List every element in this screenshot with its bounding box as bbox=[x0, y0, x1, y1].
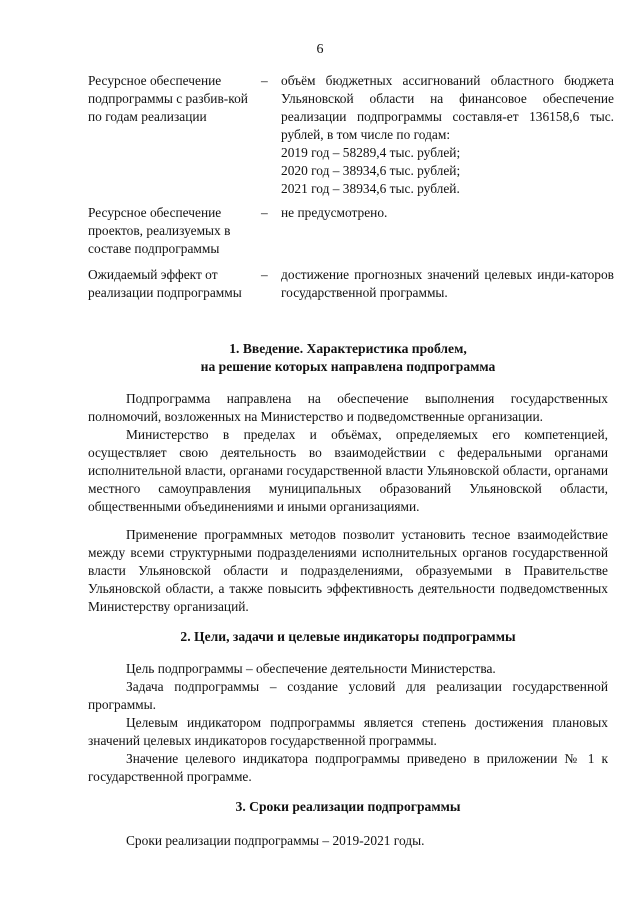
row-dash: – bbox=[261, 205, 268, 220]
row-label: Ресурсное обеспечение подпрограммы с разбив-кой по годам реализации bbox=[88, 73, 248, 124]
row-dash: – bbox=[261, 73, 268, 88]
row-value bbox=[281, 72, 614, 198]
page-number: 6 bbox=[316, 42, 324, 57]
paragraph: Подпрограмма направлена на обеспечение выполнения государственных полномочий, возложенных на Министерство и подведомственные организации. bbox=[88, 391, 608, 424]
value-line: объём бюджетных ассигнований областного бюджета Ульяновской области на финансовое обеспечение реализации подпрограммы составля-ет 136158,6 тыс. рублей, в том числе по годам: bbox=[281, 73, 614, 142]
paragraph: Задача подпрограммы – создание условий для реализации государственной программы. bbox=[88, 679, 608, 712]
section-1-heading bbox=[88, 340, 608, 376]
paragraph: Целевым индикатором подпрограммы является степень достижения плановых значений целевых индикаторов государственной программы. bbox=[88, 715, 608, 748]
value-line: 2019 год – 58289,4 тыс. рублей; bbox=[281, 145, 461, 160]
value-line: 2020 год – 38934,6 тыс. рублей; bbox=[281, 163, 461, 178]
value-line: 2021 год – 38934,6 тыс. рублей. bbox=[281, 181, 460, 196]
section-3-heading: 3. Сроки реализации подпрограммы bbox=[235, 799, 461, 814]
value-line: достижение прогнозных значений целевых инди-каторов государственной программы. bbox=[281, 267, 614, 300]
row-label: Ожидаемый эффект от реализации подпрограммы bbox=[88, 267, 242, 300]
value-line: не предусмотрено. bbox=[281, 205, 388, 220]
row-value bbox=[281, 204, 614, 222]
paragraph: Значение целевого индикатора подпрограммы приведено в приложении № 1 к государственной программе. bbox=[88, 751, 608, 784]
row-value bbox=[281, 266, 614, 302]
paragraph: Сроки реализации подпрограммы – 2019-2021 годы. bbox=[126, 833, 425, 848]
paragraph: Цель подпрограммы – обеспечение деятельности Министерства. bbox=[126, 661, 496, 676]
row-dash: – bbox=[261, 267, 268, 282]
paragraph: Применение программных методов позволит установить тесное взаимодействие между всеми структурными подразделениями исполнительных органов государственной власти Ульяновской области и подразделениями, образуемыми в Правительстве Ульяновской области, а также повысить эффективность деятельности подведомственных Министерству организаций. bbox=[88, 527, 608, 614]
row-label: Ресурсное обеспечение проектов, реализуемых в составе подпрограммы bbox=[88, 205, 231, 256]
heading-line: 1. Введение. Характеристика проблем, bbox=[229, 341, 467, 356]
section-2-heading: 2. Цели, задачи и целевые индикаторы подпрограммы bbox=[180, 629, 516, 644]
paragraph: Министерство в пределах и объёмах, определяемых его компетенцией, осуществляет свою деятельность во взаимодействии с федеральными органами исполнительной власти, органами государственной власти Ульяновской области, органами местного самоуправления муниципальных образований Ульяновской области, общественными объединениями и иными организациями. bbox=[88, 427, 608, 514]
heading-line: на решение которых направлена подпрограмма bbox=[200, 359, 496, 374]
